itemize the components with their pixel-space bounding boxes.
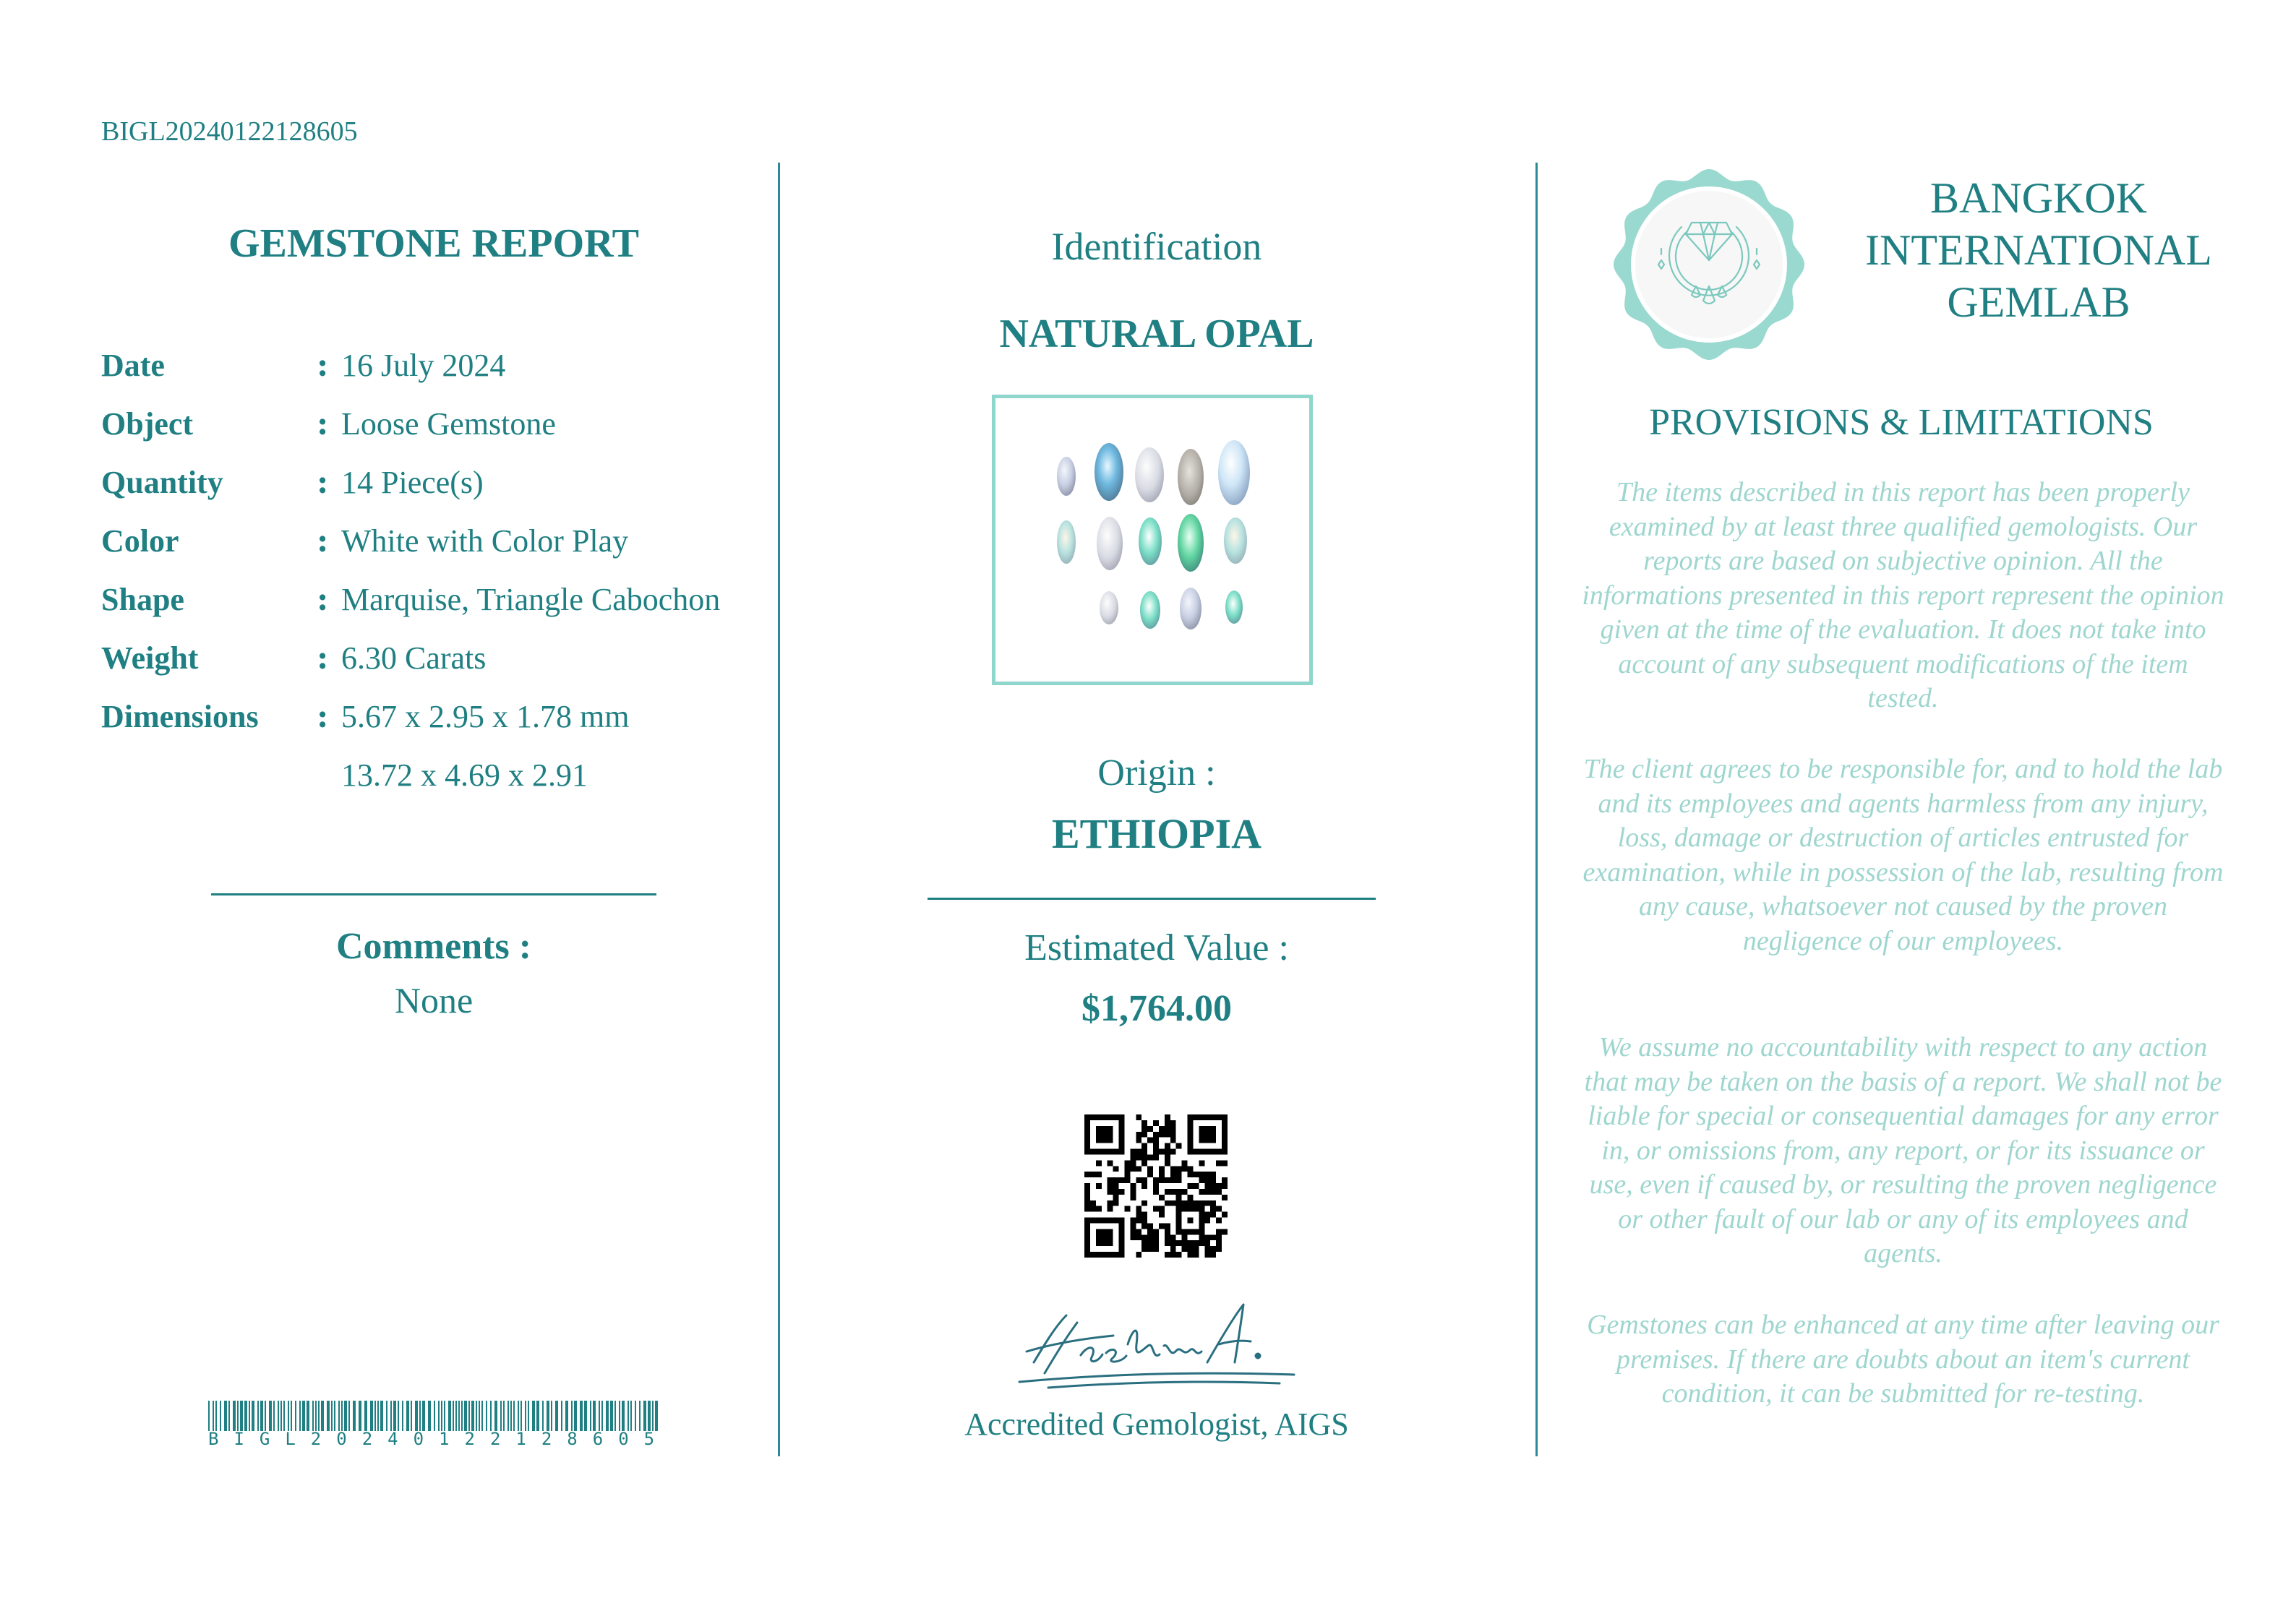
field-label-shape: Shape xyxy=(101,582,184,617)
estimated-value-amount: $1,764.00 xyxy=(1081,988,1232,1029)
field-value-date: 16 July 2024 xyxy=(341,348,506,383)
gemstone-row-1 xyxy=(1057,440,1250,505)
field-value-dimensions: 5.67 x 2.95 x 1.78 mm xyxy=(341,699,630,734)
column-divider-right xyxy=(1535,163,1538,1456)
field-colon: : xyxy=(317,640,329,676)
field-label-dimensions: Dimensions xyxy=(101,699,259,734)
origin-value: ETHIOPIA xyxy=(1051,810,1262,857)
identification-label: Identification xyxy=(1051,225,1262,268)
lab-name xyxy=(1851,172,2227,328)
gemstone-row-3 xyxy=(1100,588,1243,630)
field-colon: : xyxy=(317,581,329,618)
field-label-color: Color xyxy=(101,523,179,559)
field-colon: : xyxy=(317,523,329,559)
field-value-color: White with Color Play xyxy=(341,523,629,559)
field-value-shape: Marquise, Triangle Cabochon xyxy=(341,582,721,617)
provisions-paragraph-2: The client agrees to be responsible for, and to hold the lab and its employees and agents harmless from any injury, loss, damage or destruction of articles entrusted for examination, while in possession of the lab, resulting from any cause, whatsoever not caused by the proven negligence of our employees. xyxy=(1582,754,2224,956)
barcode-text: BIGL20240122128605 xyxy=(208,1429,670,1449)
field-value-quantity: 14 Piece(s) xyxy=(341,465,484,500)
comments-divider xyxy=(211,893,656,895)
gemologist-signature xyxy=(1005,1294,1308,1395)
gemstone-row-2 xyxy=(1057,514,1247,572)
column-divider-left xyxy=(778,163,780,1456)
provisions-title: PROVISIONS & LIMITATIONS xyxy=(1649,402,2154,443)
value-divider xyxy=(928,898,1376,900)
field-value-object: Loose Gemstone xyxy=(341,406,556,442)
lab-seal-logo xyxy=(1612,168,1806,361)
provisions-paragraph-1: The items described in this report has been properly examined by at least three qualified gemologists. Our reports are based on subjective opinion. All the informations presented in this report represent the opinion given at the time of the evaluation. It does not take into account of any subsequent modifications of the item tested. xyxy=(1582,477,2224,713)
estimated-value-label: Estimated Value : xyxy=(1024,927,1289,968)
field-label-object: Object xyxy=(101,406,194,442)
field-value-dimensions-line2: 13.72 x 4.69 x 2.91 xyxy=(341,757,588,793)
provisions-paragraph-4: Gemstones can be enhanced at any time after leaving our premises. If there are doubts about an item's current condition, it can be submitted for re-testing. xyxy=(1587,1310,2219,1409)
field-colon: : xyxy=(317,464,329,501)
report-title: GEMSTONE REPORT xyxy=(228,221,639,266)
gemstone-photo xyxy=(992,395,1313,685)
field-colon: : xyxy=(317,698,329,735)
report-number: BIGL20240122128605 xyxy=(101,116,358,147)
lab-name-line-2: INTERNATIONAL xyxy=(1865,226,2212,274)
provisions-paragraph-3: We assume no accountability with respect to any action that may be taken on the basis of a report. We shall not be liable for special or consequential damages for any error in, or omissions from, any report, or for its issuance or use, even if caused by, or resulting the proven negligence or other fault of our lab or any of its employees and agents. xyxy=(1584,1032,2222,1268)
origin-label: Origin : xyxy=(1097,752,1216,794)
comments-value: None xyxy=(394,980,474,1021)
identification-value: NATURAL OPAL xyxy=(999,312,1314,356)
field-label-weight: Weight xyxy=(101,640,199,676)
field-value-weight: 6.30 Carats xyxy=(341,640,487,676)
comments-label: Comments : xyxy=(335,926,532,967)
lab-name-line-3: GEMLAB xyxy=(1947,278,2130,326)
field-label-quantity: Quantity xyxy=(101,465,223,500)
field-label-date: Date xyxy=(101,348,165,383)
field-colon: : xyxy=(317,405,329,442)
gemstone-photo-image xyxy=(995,398,1309,682)
qr-code xyxy=(1084,1114,1228,1258)
signature-caption: Accredited Gemologist, AIGS xyxy=(964,1406,1349,1442)
lab-name-line-1: BANGKOK xyxy=(1930,174,2147,222)
field-colon: : xyxy=(317,347,329,384)
